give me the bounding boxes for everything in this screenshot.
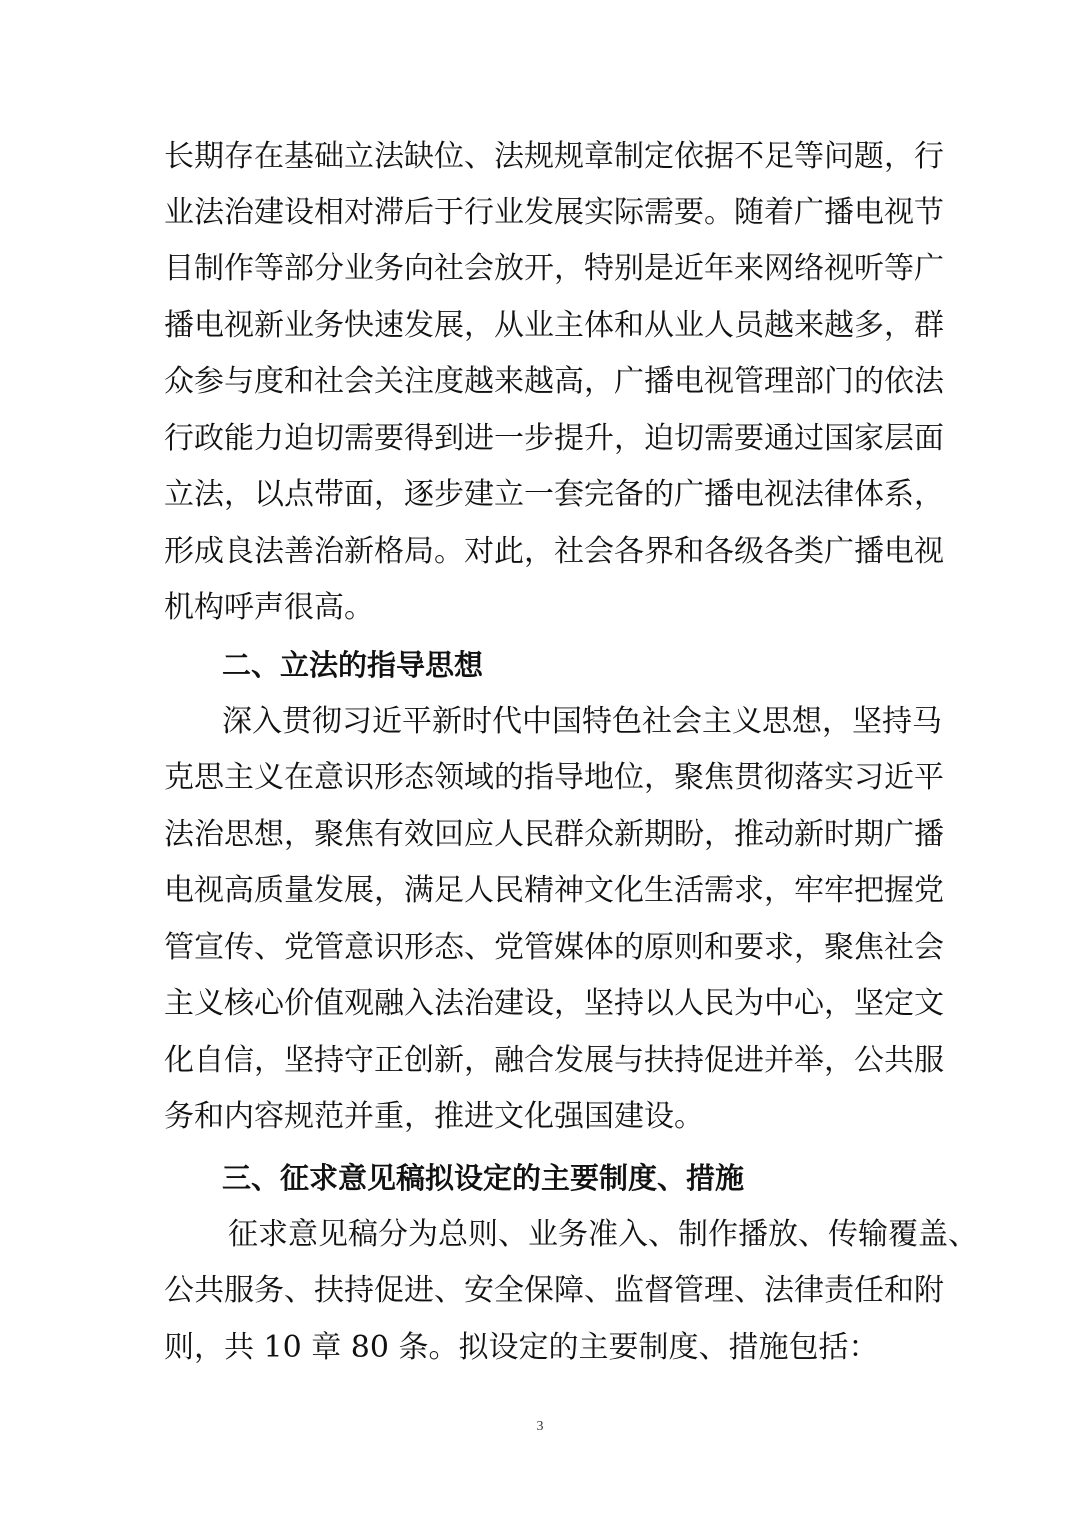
paragraph-line: 行政能力迫切需要得到进一步提升，迫切需要通过国家层面 — [164, 421, 944, 456]
paragraph-line: 立法，以点带面，逐步建立一套完备的广播电视法律体系， — [164, 477, 944, 512]
paragraph-line: 公共服务、扶持促进、安全保障、监督管理、法律责任和附 — [164, 1273, 944, 1308]
paragraph-line: 众参与度和社会关注度越来越高，广播电视管理部门的依法 — [164, 364, 944, 399]
paragraph-line: 化自信，坚持守正创新，融合发展与扶持促进并举，公共服 — [164, 1043, 944, 1078]
page-number: 3 — [536, 1419, 544, 1434]
paragraph-line: 长期存在基础立法缺位、法规规章制定依据不足等问题，行 — [164, 139, 944, 174]
paragraph-line: 法治思想，聚焦有效回应人民群众新期盼，推动新时期广播 — [164, 817, 944, 852]
paragraph-line: 目制作等部分业务向社会放开，特别是近年来网络视听等广 — [164, 251, 944, 286]
paragraph-line: 管宣传、党管意识形态、党管媒体的原则和要求，聚焦社会 — [164, 930, 944, 965]
paragraph-line: 电视高质量发展，满足人民精神文化生活需求，牢牢把握党 — [164, 873, 944, 908]
section-heading-main-systems: 三、征求意见稿拟设定的主要制度、措施 — [222, 1161, 745, 1195]
paragraph-line: 机构呼声很高。 — [164, 590, 374, 625]
paragraph-line: 深入贯彻习近平新时代中国特色社会主义思想，坚持马 — [222, 704, 942, 739]
paragraph-line: 征求意见稿分为总则、业务准入、制作播放、传输覆盖、 — [228, 1217, 978, 1252]
paragraph-line: 形成良法善治新格局。对此，社会各界和各级各类广播电视 — [164, 534, 944, 569]
paragraph-line: 务和内容规范并重，推进文化强国建设。 — [164, 1099, 704, 1134]
paragraph-line: 克思主义在意识形态领域的指导地位，聚焦贯彻落实习近平 — [164, 760, 944, 795]
paragraph-line: 播电视新业务快速发展，从业主体和从业人员越来越多，群 — [164, 308, 944, 343]
paragraph-line: 业法治建设相对滞后于行业发展实际需要。随着广播电视节 — [164, 195, 944, 230]
paragraph-line: 主义核心价值观融入法治建设，坚持以人民为中心，坚定文 — [164, 986, 944, 1021]
section-heading-guiding-ideology: 二、立法的指导思想 — [222, 648, 484, 682]
paragraph-line: 则，共 10 章 80 条。拟设定的主要制度、措施包括： — [164, 1330, 879, 1365]
